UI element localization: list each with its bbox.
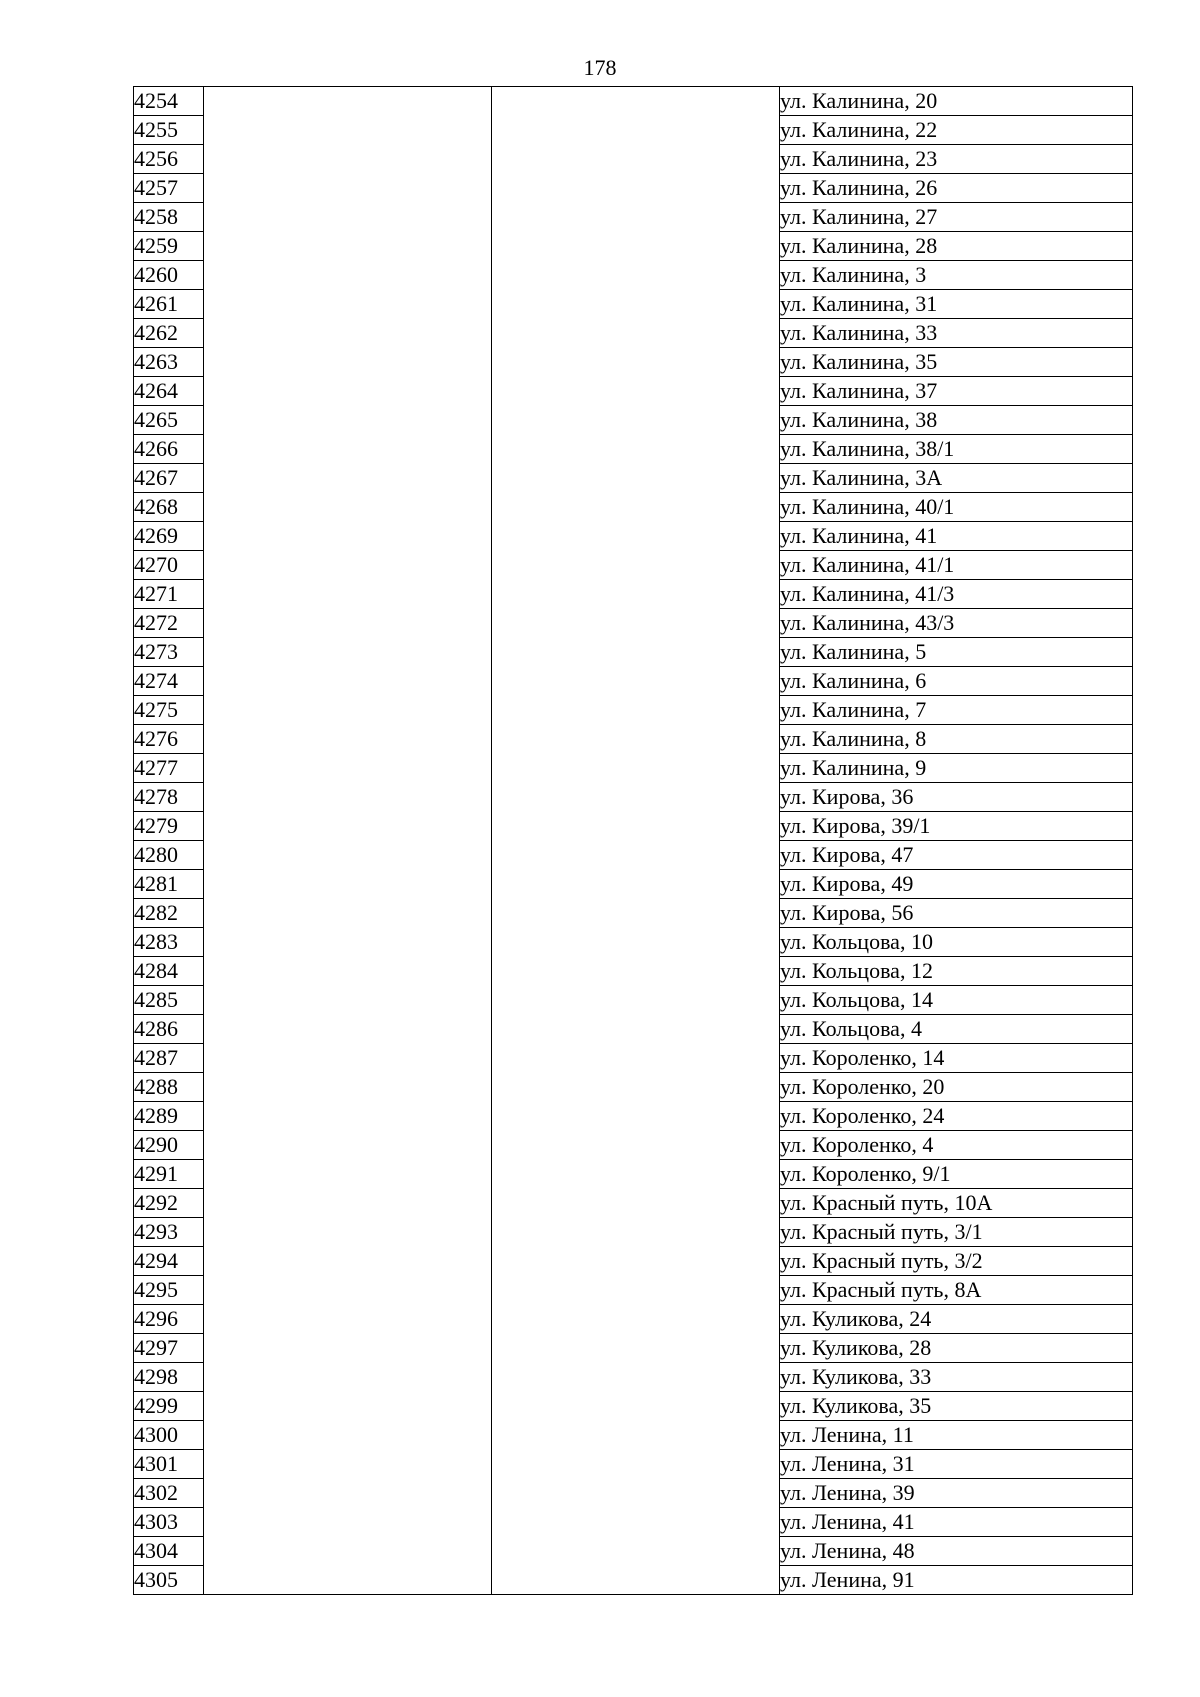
- table-row: [134, 1508, 1133, 1537]
- address-cell: ул. Ленина, 39: [780, 1479, 1133, 1508]
- table-row: [134, 1537, 1133, 1566]
- table-row: [134, 1218, 1133, 1247]
- empty-cell: [492, 1421, 780, 1450]
- row-number-cell: 4284: [134, 957, 204, 986]
- address-cell: ул. Калинина, 3А: [780, 464, 1133, 493]
- empty-cell: [492, 1044, 780, 1073]
- empty-cell: [492, 1566, 780, 1595]
- empty-cell: [204, 638, 492, 667]
- row-number-cell: 4255: [134, 116, 204, 145]
- table-row: [134, 725, 1133, 754]
- address-cell: ул. Калинина, 38: [780, 406, 1133, 435]
- empty-cell: [204, 1218, 492, 1247]
- table-row: [134, 1450, 1133, 1479]
- empty-cell: [492, 725, 780, 754]
- address-cell: ул. Кольцова, 10: [780, 928, 1133, 957]
- table-row: [134, 261, 1133, 290]
- table-row: [134, 928, 1133, 957]
- empty-cell: [492, 783, 780, 812]
- empty-cell: [204, 1537, 492, 1566]
- empty-cell: [492, 1508, 780, 1537]
- empty-cell: [492, 1218, 780, 1247]
- row-number-cell: 4288: [134, 1073, 204, 1102]
- table-row: [134, 667, 1133, 696]
- address-cell: ул. Калинина, 41: [780, 522, 1133, 551]
- row-number-cell: 4276: [134, 725, 204, 754]
- empty-cell: [204, 1015, 492, 1044]
- row-number-cell: 4268: [134, 493, 204, 522]
- row-number-cell: 4285: [134, 986, 204, 1015]
- empty-cell: [492, 145, 780, 174]
- address-cell: ул. Калинина, 35: [780, 348, 1133, 377]
- empty-cell: [492, 1015, 780, 1044]
- empty-cell: [492, 580, 780, 609]
- empty-cell: [492, 116, 780, 145]
- row-number-cell: 4277: [134, 754, 204, 783]
- empty-cell: [492, 1305, 780, 1334]
- empty-cell: [204, 522, 492, 551]
- table-row: [134, 1392, 1133, 1421]
- table-row: [134, 435, 1133, 464]
- address-cell: ул. Калинина, 40/1: [780, 493, 1133, 522]
- row-number-cell: 4286: [134, 1015, 204, 1044]
- address-cell: ул. Калинина, 27: [780, 203, 1133, 232]
- empty-cell: [204, 725, 492, 754]
- row-number-cell: 4271: [134, 580, 204, 609]
- row-number-cell: 4290: [134, 1131, 204, 1160]
- empty-cell: [492, 87, 780, 116]
- empty-cell: [492, 870, 780, 899]
- address-cell: ул. Короленко, 14: [780, 1044, 1133, 1073]
- address-cell: ул. Калинина, 28: [780, 232, 1133, 261]
- empty-cell: [204, 1160, 492, 1189]
- row-number-cell: 4297: [134, 1334, 204, 1363]
- empty-cell: [204, 928, 492, 957]
- empty-cell: [204, 841, 492, 870]
- address-cell: ул. Калинина, 5: [780, 638, 1133, 667]
- empty-cell: [492, 290, 780, 319]
- table-row: [134, 145, 1133, 174]
- row-number-cell: 4256: [134, 145, 204, 174]
- address-cell: ул. Калинина, 41/1: [780, 551, 1133, 580]
- empty-cell: [204, 377, 492, 406]
- empty-cell: [492, 551, 780, 580]
- row-number-cell: 4262: [134, 319, 204, 348]
- address-cell: ул. Калинина, 43/3: [780, 609, 1133, 638]
- address-cell: ул. Калинина, 23: [780, 145, 1133, 174]
- empty-cell: [204, 406, 492, 435]
- empty-cell: [492, 986, 780, 1015]
- address-cell: ул. Кирова, 39/1: [780, 812, 1133, 841]
- address-cell: ул. Калинина, 33: [780, 319, 1133, 348]
- table-row: [134, 899, 1133, 928]
- empty-cell: [204, 812, 492, 841]
- table-row: [134, 551, 1133, 580]
- address-cell: ул. Калинина, 38/1: [780, 435, 1133, 464]
- empty-cell: [204, 1421, 492, 1450]
- row-number-cell: 4265: [134, 406, 204, 435]
- row-number-cell: 4279: [134, 812, 204, 841]
- row-number-cell: 4273: [134, 638, 204, 667]
- row-number-cell: 4264: [134, 377, 204, 406]
- empty-cell: [204, 1247, 492, 1276]
- empty-cell: [204, 580, 492, 609]
- empty-cell: [204, 319, 492, 348]
- empty-cell: [204, 1334, 492, 1363]
- empty-cell: [492, 522, 780, 551]
- empty-cell: [204, 435, 492, 464]
- address-cell: ул. Калинина, 41/3: [780, 580, 1133, 609]
- address-cell: ул. Калинина, 6: [780, 667, 1133, 696]
- table-row: [134, 754, 1133, 783]
- empty-cell: [492, 638, 780, 667]
- row-number-cell: 4303: [134, 1508, 204, 1537]
- empty-cell: [204, 174, 492, 203]
- row-number-cell: 4266: [134, 435, 204, 464]
- empty-cell: [492, 667, 780, 696]
- table-row: [134, 1334, 1133, 1363]
- address-cell: ул. Красный путь, 10А: [780, 1189, 1133, 1218]
- empty-cell: [492, 1160, 780, 1189]
- row-number-cell: 4254: [134, 87, 204, 116]
- table-row: [134, 812, 1133, 841]
- row-number-cell: 4287: [134, 1044, 204, 1073]
- row-number-cell: 4302: [134, 1479, 204, 1508]
- empty-cell: [204, 464, 492, 493]
- empty-cell: [204, 899, 492, 928]
- empty-cell: [492, 609, 780, 638]
- table-row: [134, 377, 1133, 406]
- empty-cell: [204, 1131, 492, 1160]
- table-row: [134, 174, 1133, 203]
- row-number-cell: 4260: [134, 261, 204, 290]
- row-number-cell: 4291: [134, 1160, 204, 1189]
- empty-cell: [492, 1131, 780, 1160]
- empty-cell: [204, 1073, 492, 1102]
- empty-cell: [492, 899, 780, 928]
- empty-cell: [204, 87, 492, 116]
- address-cell: ул. Калинина, 8: [780, 725, 1133, 754]
- table-row: [134, 1044, 1133, 1073]
- address-cell: ул. Ленина, 31: [780, 1450, 1133, 1479]
- row-number-cell: 4269: [134, 522, 204, 551]
- address-table: [133, 86, 1133, 1595]
- table-row: [134, 609, 1133, 638]
- empty-cell: [204, 145, 492, 174]
- table-row: [134, 1566, 1133, 1595]
- address-cell: ул. Короленко, 4: [780, 1131, 1133, 1160]
- empty-cell: [492, 1276, 780, 1305]
- row-number-cell: 4261: [134, 290, 204, 319]
- empty-cell: [492, 1450, 780, 1479]
- table-row: [134, 638, 1133, 667]
- table-row: [134, 87, 1133, 116]
- row-number-cell: 4267: [134, 464, 204, 493]
- table-row: [134, 1363, 1133, 1392]
- table-row: [134, 348, 1133, 377]
- table-row: [134, 783, 1133, 812]
- address-cell: ул. Кольцова, 4: [780, 1015, 1133, 1044]
- table-row: [134, 464, 1133, 493]
- address-cell: ул. Калинина, 9: [780, 754, 1133, 783]
- row-number-cell: 4299: [134, 1392, 204, 1421]
- empty-cell: [204, 1305, 492, 1334]
- address-cell: ул. Кирова, 56: [780, 899, 1133, 928]
- row-number-cell: 4304: [134, 1537, 204, 1566]
- address-cell: ул. Кольцова, 14: [780, 986, 1133, 1015]
- empty-cell: [492, 812, 780, 841]
- table-row: [134, 1073, 1133, 1102]
- address-cell: ул. Короленко, 20: [780, 1073, 1133, 1102]
- address-table-container: [133, 86, 1133, 1595]
- empty-cell: [492, 957, 780, 986]
- table-row: [134, 841, 1133, 870]
- empty-cell: [204, 1508, 492, 1537]
- empty-cell: [204, 696, 492, 725]
- empty-cell: [492, 261, 780, 290]
- empty-cell: [492, 435, 780, 464]
- empty-cell: [204, 551, 492, 580]
- row-number-cell: 4258: [134, 203, 204, 232]
- row-number-cell: 4281: [134, 870, 204, 899]
- table-row: [134, 696, 1133, 725]
- table-row: [134, 406, 1133, 435]
- table-row: [134, 1247, 1133, 1276]
- empty-cell: [204, 116, 492, 145]
- row-number-cell: 4274: [134, 667, 204, 696]
- empty-cell: [204, 1363, 492, 1392]
- table-row: [134, 870, 1133, 899]
- row-number-cell: 4280: [134, 841, 204, 870]
- table-row: [134, 522, 1133, 551]
- table-row: [134, 1421, 1133, 1450]
- address-cell: ул. Ленина, 91: [780, 1566, 1133, 1595]
- address-cell: ул. Калинина, 26: [780, 174, 1133, 203]
- empty-cell: [492, 203, 780, 232]
- row-number-cell: 4282: [134, 899, 204, 928]
- address-cell: ул. Калинина, 31: [780, 290, 1133, 319]
- address-cell: ул. Кирова, 49: [780, 870, 1133, 899]
- address-cell: ул. Короленко, 9/1: [780, 1160, 1133, 1189]
- empty-cell: [492, 754, 780, 783]
- empty-cell: [204, 261, 492, 290]
- address-cell: ул. Ленина, 11: [780, 1421, 1133, 1450]
- empty-cell: [204, 667, 492, 696]
- empty-cell: [204, 1189, 492, 1218]
- empty-cell: [204, 1479, 492, 1508]
- row-number-cell: 4283: [134, 928, 204, 957]
- row-number-cell: 4275: [134, 696, 204, 725]
- row-number-cell: 4272: [134, 609, 204, 638]
- table-row: [134, 493, 1133, 522]
- address-cell: ул. Ленина, 41: [780, 1508, 1133, 1537]
- row-number-cell: 4305: [134, 1566, 204, 1595]
- address-cell: ул. Кирова, 47: [780, 841, 1133, 870]
- table-row: [134, 1305, 1133, 1334]
- address-cell: ул. Ленина, 48: [780, 1537, 1133, 1566]
- empty-cell: [492, 232, 780, 261]
- empty-cell: [492, 406, 780, 435]
- empty-cell: [204, 986, 492, 1015]
- empty-cell: [492, 1479, 780, 1508]
- empty-cell: [492, 928, 780, 957]
- address-cell: ул. Кольцова, 12: [780, 957, 1133, 986]
- empty-cell: [492, 1247, 780, 1276]
- empty-cell: [492, 1073, 780, 1102]
- address-cell: ул. Калинина, 37: [780, 377, 1133, 406]
- empty-cell: [492, 348, 780, 377]
- empty-cell: [204, 1392, 492, 1421]
- empty-cell: [492, 1537, 780, 1566]
- address-cell: ул. Красный путь, 8А: [780, 1276, 1133, 1305]
- address-cell: ул. Красный путь, 3/1: [780, 1218, 1133, 1247]
- address-table-body: [134, 87, 1133, 1595]
- empty-cell: [204, 609, 492, 638]
- address-cell: ул. Короленко, 24: [780, 1102, 1133, 1131]
- empty-cell: [492, 174, 780, 203]
- empty-cell: [492, 1189, 780, 1218]
- empty-cell: [204, 783, 492, 812]
- empty-cell: [204, 203, 492, 232]
- empty-cell: [204, 1566, 492, 1595]
- row-number-cell: 4293: [134, 1218, 204, 1247]
- empty-cell: [204, 870, 492, 899]
- table-row: [134, 1160, 1133, 1189]
- empty-cell: [492, 319, 780, 348]
- row-number-cell: 4270: [134, 551, 204, 580]
- table-row: [134, 1102, 1133, 1131]
- empty-cell: [204, 290, 492, 319]
- empty-cell: [204, 493, 492, 522]
- table-row: [134, 957, 1133, 986]
- row-number-cell: 4295: [134, 1276, 204, 1305]
- empty-cell: [492, 1334, 780, 1363]
- row-number-cell: 4278: [134, 783, 204, 812]
- table-row: [134, 1479, 1133, 1508]
- empty-cell: [492, 377, 780, 406]
- table-row: [134, 1189, 1133, 1218]
- row-number-cell: 4263: [134, 348, 204, 377]
- address-cell: ул. Калинина, 7: [780, 696, 1133, 725]
- page-number: 178: [583, 55, 617, 80]
- row-number-cell: 4257: [134, 174, 204, 203]
- table-row: [134, 232, 1133, 261]
- address-cell: ул. Кирова, 36: [780, 783, 1133, 812]
- table-row: [134, 116, 1133, 145]
- table-row: [134, 1276, 1133, 1305]
- empty-cell: [204, 232, 492, 261]
- empty-cell: [204, 1044, 492, 1073]
- empty-cell: [204, 1276, 492, 1305]
- address-cell: ул. Куликова, 24: [780, 1305, 1133, 1334]
- empty-cell: [204, 957, 492, 986]
- empty-cell: [492, 1392, 780, 1421]
- row-number-cell: 4294: [134, 1247, 204, 1276]
- table-row: [134, 1131, 1133, 1160]
- address-cell: ул. Калинина, 22: [780, 116, 1133, 145]
- address-cell: ул. Куликова, 35: [780, 1392, 1133, 1421]
- table-row: [134, 986, 1133, 1015]
- address-cell: ул. Калинина, 3: [780, 261, 1133, 290]
- empty-cell: [204, 1102, 492, 1131]
- row-number-cell: 4296: [134, 1305, 204, 1334]
- row-number-cell: 4292: [134, 1189, 204, 1218]
- table-row: [134, 290, 1133, 319]
- row-number-cell: 4301: [134, 1450, 204, 1479]
- empty-cell: [492, 493, 780, 522]
- address-cell: ул. Калинина, 20: [780, 87, 1133, 116]
- table-row: [134, 203, 1133, 232]
- address-cell: ул. Куликова, 28: [780, 1334, 1133, 1363]
- table-row: [134, 319, 1133, 348]
- address-cell: ул. Куликова, 33: [780, 1363, 1133, 1392]
- row-number-cell: 4298: [134, 1363, 204, 1392]
- empty-cell: [492, 696, 780, 725]
- row-number-cell: 4300: [134, 1421, 204, 1450]
- table-row: [134, 1015, 1133, 1044]
- empty-cell: [492, 1363, 780, 1392]
- row-number-cell: 4289: [134, 1102, 204, 1131]
- empty-cell: [204, 348, 492, 377]
- empty-cell: [492, 1102, 780, 1131]
- empty-cell: [204, 754, 492, 783]
- table-row: [134, 580, 1133, 609]
- empty-cell: [492, 464, 780, 493]
- empty-cell: [492, 841, 780, 870]
- empty-cell: [204, 1450, 492, 1479]
- row-number-cell: 4259: [134, 232, 204, 261]
- address-cell: ул. Красный путь, 3/2: [780, 1247, 1133, 1276]
